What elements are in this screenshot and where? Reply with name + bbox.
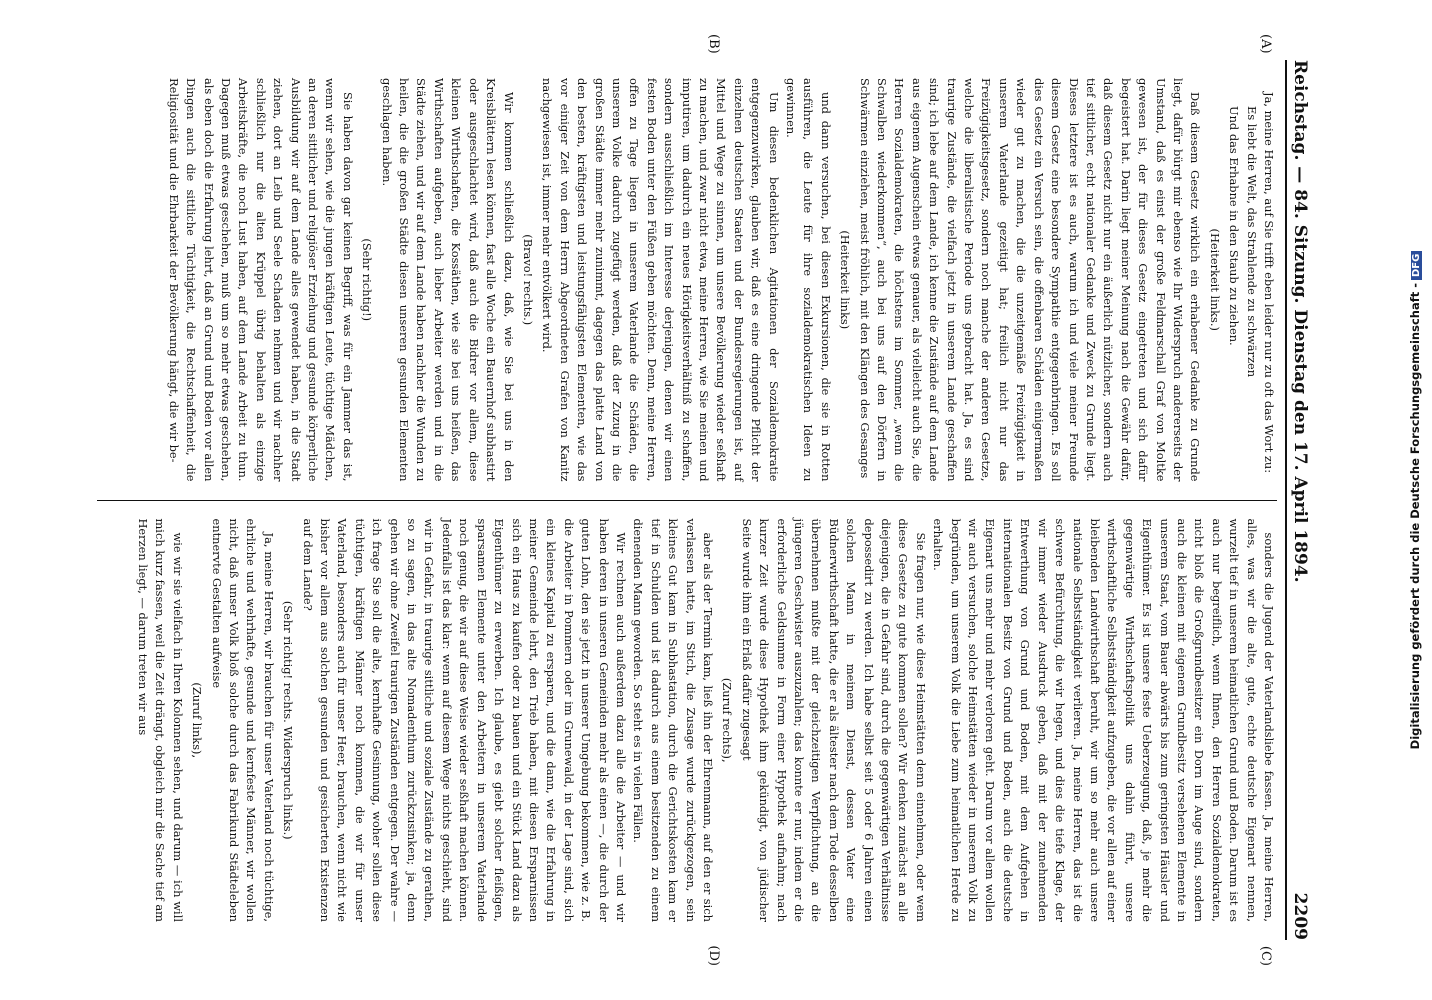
right-column (97, 500, 1277, 941)
paragraph: Sie fragen nur, wie diese Heimstätten denn einnehmen, oder wem diese Gesetze zu gute kommen sollen? Wir denken zunächst an alle diejenigen, die in Gefahr sind, durch die gegenwärtigen Verhältnisse depossedirt zu werden. Ich habe selbst seit 5 oder 6 Jahren einen solchen Mann in meinem Dienst, dessen Vater eine Büdnerwirthschaft hatte, die er als ältester nach dem Tode desselben übernehmen mußte mit der gleichzeitigen Verpflichtung, an die jüngeren Geschwister auszuzahlen; das konnte er nur, indem er die erforderliche Geldsumme in Form einer Hypothek aufnahm; nach kurzer Zeit wurde diese Hypothek ihm gekündigt, von jüdischer Seite wurde ihm ein Erlaß dafür zugesagt (739, 518, 928, 922)
verse-line: Und das Erhabne in den Staub zu ziehen. (1227, 106, 1242, 346)
paragraph: und dann versuchen, bei diesen Exkursionen, die sie in Rotten ausführen, die Leute für ihre sozialdemokratischen Ideen zu gewinnen. (784, 78, 833, 482)
margin-marker-b: (B) (706, 34, 721, 54)
document-page (71, 30, 1361, 970)
digitization-credit (1406, 20, 1426, 980)
margin-marker-a: (A) (1258, 34, 1273, 54)
paragraph: aber als der Termin kam, ließ ihn der Ehrenmann, auf den er sich verlassen hatte, im Stich, die Zusage wurde zurückgezogen, sein kleines Gut kam in Subhastation, durch die Gerichtskosten kam er tief in Schulden und ist dadurch aus einem besitzenden zu einem dienenden Mann geworden. So steht es in vielen Fällen. (631, 518, 715, 922)
interjection: (Zuruf rechts), (720, 677, 735, 763)
paragraph: Um diesen bedenklichen Agitationen der Sozialdemokratie entgegenzuwirken, glauben wir, daß es eine dringende Pflicht der einzelnen deutschen Staaten und der Bundesregierungen ist, auf Mittel und Wege zu sinnen, um unsere Bevölkerung wieder seßhaft zu machen, und zwar nicht etwa, meine Herren, wie Sie meinen und imputiren, um dadurch ein neues Hörigkeitsverhältniß zu schaffen, sondern ausschließlich im Interesse derjenigen, denen wir einen festen Boden unter den Füßen geben möchten. Denn, meine Herren, offen zu Tage liegen in unserem Vaterlande die Schäden, die unserem Volke dadurch zugefügt werden, daß der Zuzug in die großen Städte immer mehr zunimmt, dagegen das platte Land von den besten, kräftigsten und leistungsfähigsten Elementen, wie das vor einiger Zeit von dem Herrn Abgeordneten Grafen von Kanitz nachgewiesen ist, immer mehr entvölkert wird. (540, 78, 781, 482)
paragraph: wie wir sie vielfach in Ihren Kolonnen sehen, und darum — ich will mich kurz fassen, weil die Zeit drängt, obgleich mir die Sache tief am Herzen liegt, — darum treten wir aus (136, 518, 185, 922)
text-columns (97, 60, 1277, 940)
page-header (1285, 60, 1313, 940)
paragraph: Wir rechnen auch außerdem dazu alle die Arbeiter — und wir haben deren in unseren Gemeinden mehr als einen —, die durch der guten Lohn, den sie jetzt in unserer Umgebung bekommen, wie z. B. die Arbeiter in Pommern oder im Grunewald, in der Lage sind, sich ein kleines Kapital zu ersparen, und die dann, wie die Erfahrung in meiner Gemeinde lehrt, den Trieb haben, mit diesen Ersparnissen sich ein Haus zu kaufen oder zu bauen und ein Stück Land dazu als Eigenthümer zu erwerben. Ich glaube, es giebt solcher fleißigen, sparsamen Elemente unter den Arbeitern in unserem Vaterlande noch genug, die wir auf diese Weise wieder seßhaft machen können. Jedenfalls ist das klar: wenn auf diesem Wege nichts geschieht, sind wir in Gefahr, in traurige sittliche und soziale Zustände zu gerathen, so zu sagen, in das alte Nomadenthum zurückzusinken; ja, denn gehen wir ohne Zweifel traurigen Zuständen entgegen. Der wahre — ich frage Sie soll die alte, kernhafte Gesinnung, woher sollen diese tüchtigen, kräftigen Männer noch kommen, die wir für unser Vaterland, besonders auch für unser Heer, brauchen, wenn nicht wie bisher vor allem aus solchen gesunden und gesicherten Existenzen auf dem Lande? (300, 518, 628, 922)
header-title: Reichstag. — 84. Sitzung. Dienstag den 17. April 1894. (1290, 60, 1310, 583)
left-column (97, 60, 1277, 500)
credit-text: Digitalisierung gefördert durch die Deutsche Forschungsgemeinschaft - (1408, 283, 1422, 750)
paragraph: Daß diesem Gesetz wirklich ein erhabener Gedanke zu Grunde liegt, dafür bürgt mir ebenso wie Ihr Widerspruch andererseits der Umstand, daß es einst der große Feldmarschall Graf von Moltke gewesen ist, der für dieses Gesetz eingetreten und sich dafür begeistert hat. Darin liegt meiner Meinung nach die Gewähr dafür, daß diesem Gesetz nicht nur ein äußerlich nützlicher, sondern auch tief sittlicher, echt nationaler Gedanke und Zweck zu Grunde liegt. Dieses letztere ist es auch, warum ich und viele meiner Freunde diesem Gesetz eine besondere Sympathie entgegenbringen. Es soll dies Gesetz ein Versuch sein, die offenbaren Schäden einigermaßen wieder gut zu machen, die die unzeitgemäße Freizügigkeit in unserem Vaterlande gezeitigt hat; freilich nicht nur das Freizügigkeitsgesetz, sondern noch manche der anderen Gesetze, welche die liberalistische Periode uns gebracht hat. Ja, es sind traurige Zustände, die vielfach jetzt in unserem Lande geschaffen sind; ich lebe auf dem Lande, ich kenne die Zustände auf dem Lande aus eigenem Augenschein etwas genauer, als vielleicht auch Sie, die Herren Sozialdemokraten, die höchstens im Sommer, „wenn die Schwalben wiederkommen“, auch bei uns auf den Dörfern in Schwärmen einziehen, meist fröhlich, mit den Klängen des Gesanges (857, 78, 1203, 482)
verse-line: Es liebt die Welt, das Strahlende zu schwärzen (1244, 106, 1259, 378)
interjection: (Sehr richtig! rechts. Widerspruch links.) (281, 600, 296, 840)
interjection: (Heiterkeit links) (838, 230, 853, 330)
paragraph: Ja, meine Herren, wir brauchen für unser Vaterland noch tüchtige, ehrliche und wehrhafte, gesunde und kernfeste Männer, wir wollen nicht, daß unser Volk bloß solche durch das Fabrikund Städteleben entnervte Gestalten aufweise (209, 518, 276, 922)
dfg-logo: DFG (1411, 251, 1422, 280)
interjection: (Heiterkeit links.) (1207, 228, 1222, 331)
paragraph: Wir kommen schließlich dazu, daß, wie Sie bei uns in den Kreisblättern lesen können, fast alle Woche ein Bauernhof subhastirt oder ausgeschlachtet wird, daß auch die Bidrer vor allem, diese kleinen Wirthschaften, die Kossäthen, wie sie bei uns heißen, das Wirthschaften aufgeben, auch lieber Arbeiter werden und in die Städte ziehen, und wir auf dem Lande haben nachher die Wunden zu heilen, die die großen Städte diesen unseren gesunden Elementen geschlagen haben. (379, 78, 516, 482)
margin-marker-c: (C) (1258, 945, 1273, 966)
margin-marker-d: (D) (706, 945, 721, 966)
interjection: (Sehr richtig!) (360, 238, 375, 322)
paragraph: Ja, meine Herren, auf Sie trifft eben leider nur zu oft das Wort zu: (1262, 92, 1276, 474)
interjection: (Zuruf links), (190, 682, 205, 759)
paragraph: sonders die Jugend der Vaterlandsliebe fassen. Ja, meine Herren, alles, was wir die alte, gute, echte deutsche Eigenart nennen, wurzelt tief in unserem heimatlichen Grund und Boden. Darum ist es auch nur begreiflich, wenn Ihnen, den Herren Sozialdemokraten, nicht bloß die Großgrundbesitzer ein Dorn im Auge sind, sondern auch die kleinen mit eigenem Grundbesitz versehenen Elemente in unserem Staat, vom Bauer abwärts bis zum geringsten Häusler und Eigenthümer. Es ist unsere feste Ueberzeugung, daß, je mehr die gegenwärtige Wirthschaftspolitik uns dahin führt, unsere wirthschaftliche Selbstständigkeit aufzugeben, die vor allen auf einer bleibenden Landwirthschaft beruht, wir um so mehr auch unsere nationale Selbstständigkeit verlieren. Ja, meine Herren, das ist die schwere Befürchtung, die wir hegen, und dies die tiefe Klage, der wir immer wieder Ausdruck geben, daß mit der zunehmenden Entwerthung von Grund und Boden, mit dem Aufgehen in internationalen Besitz von Grund und Boden, auch die deutsche Eigenart uns mehr und mehr verloren geht. Darum vor allem wollen wir auch versuchen, solche Heimstätten wieder in unserem Volk zu begründen, um unserem Volk die Liebe zum heimatlichen Herde zu erhalten. (931, 518, 1276, 922)
page-number: 2209 (1290, 892, 1310, 940)
interjection: (Bravo! rechts.) (520, 234, 535, 326)
paragraph: Sie haben davon gar keinen Begriff, was für ein Jammer das ist, wenn wir sehen, wie die jungen kräftigen Leute, tüchtige Mädchen, an deren sittlicher und religiöser Erziehung und gesunde körperliche Ausbildung wir auf dem Lande alles gewendet haben, in die Stadt ziehen, dort an Leib und Seele Schaden nehmen und wir nachher schließlich nur die alten Krüppel übrig behalten als einzige Arbeitskräfte, die noch Lust haben, auf dem Lande Arbeit zu thun. Dagegen muß etwas geschehen, muß um so mehr etwas geschehen, als eben doch die Erfahrung lehrt, daß an Grund und Boden vor allen Dingen auch die sittliche Tüchtigkeit, die Rechtschaffenheit, die Religiosität und die Ehrbarkeit der Bevölkerung hängt, die wir be- (166, 78, 355, 482)
